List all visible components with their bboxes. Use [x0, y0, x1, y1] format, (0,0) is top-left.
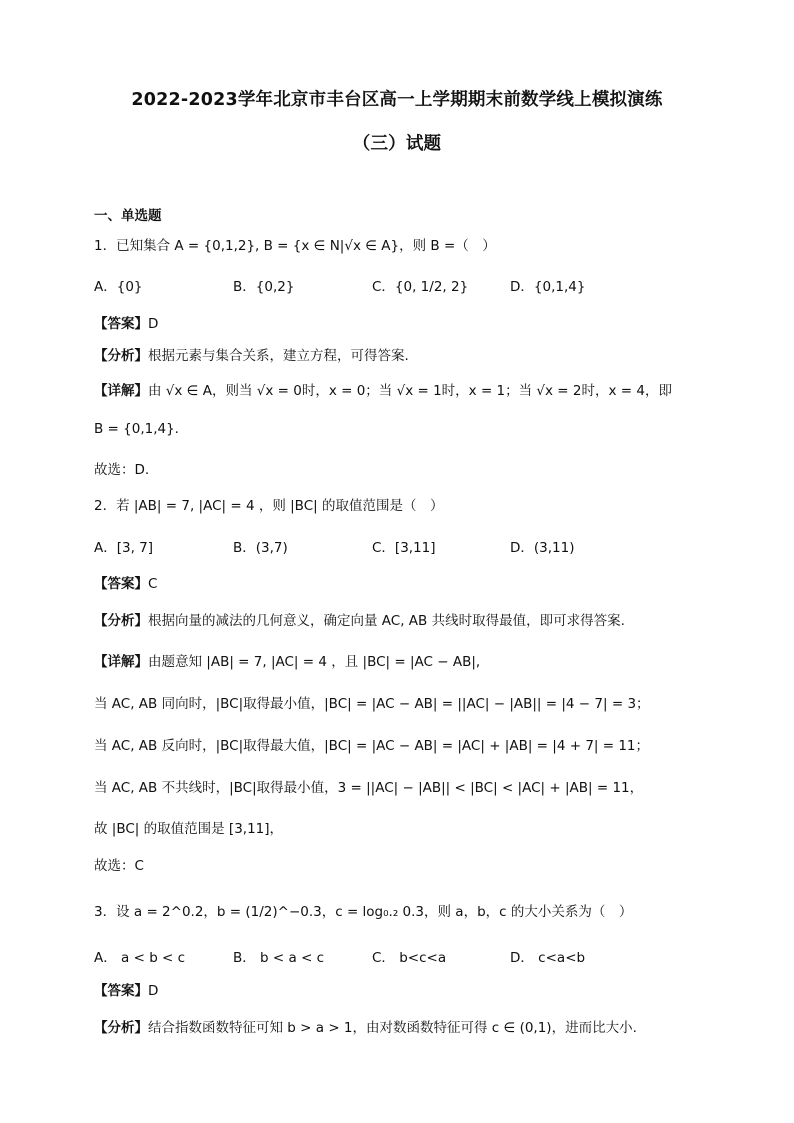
q2-detail-line5: 故 |BC| 的取值范围是 [3,11]， — [94, 821, 284, 837]
q3-option-a: A． a < b < c — [94, 950, 186, 966]
answer-tag: 【答案】 — [94, 576, 148, 592]
detail-text: 由 √x ∈ A，则当 √x = 0时，x = 0；当 √x = 1时，x = 1；当 √x = 2时，x = 4，即 — [148, 383, 672, 399]
q3-answer — [94, 979, 158, 999]
document-title-line1: 2022-2023学年北京市丰台区高一上学期期末前数学线上模拟演练 — [131, 90, 663, 110]
q3-analysis — [94, 1016, 637, 1036]
q1-option-b: B．{0,2} — [233, 279, 295, 295]
answer-value: C — [148, 576, 158, 592]
q2-detail-line3: 当 AC, AB 反向时，|BC|取得最大值，|BC| = |AC − AB| = |AC| + |AB| = |4 + 7| = 11； — [94, 738, 650, 754]
q2-answer — [94, 572, 157, 592]
q1-detail-line2: B = {0,1,4}. — [94, 421, 179, 437]
q2-option-b: B．(3,7) — [233, 540, 288, 556]
q2-option-a: A．[3, 7] — [94, 540, 154, 556]
analysis-tag: 【分析】 — [94, 1020, 148, 1036]
question-2-stem: 2．若 |AB| = 7, |AC| = 4 ，则 |BC| 的取值范围是（ ） — [94, 498, 444, 514]
q2-detail-line2: 当 AC, AB 同向时，|BC|取得最小值，|BC| = |AC − AB| = ||AC| − |AB|| = |4 − 7| = 3； — [94, 696, 650, 712]
q1-choose: 故选：D. — [94, 462, 150, 478]
detail-tag: 【详解】 — [94, 654, 148, 670]
q1-option-a: A．{0} — [94, 279, 143, 295]
q1-detail-line1 — [94, 379, 672, 399]
q1-analysis — [94, 344, 409, 364]
analysis-text: 根据元素与集合关系，建立方程，可得答案. — [148, 348, 409, 364]
q2-detail-line4: 当 AC, AB 不共线时，|BC|取得最小值，3 = ||AC| − |AB|| < |BC| < |AC| + |AB| = 11， — [94, 780, 644, 796]
analysis-text: 根据向量的减法的几何意义，确定向量 AC, AB 共线时取得最值，即可求得答案. — [148, 613, 625, 629]
q2-detail-line1 — [94, 650, 480, 670]
analysis-text: 结合指数函数特征可知 b > a > 1，由对数函数特征可得 c ∈ (0,1)，进而比大小. — [148, 1020, 637, 1036]
answer-tag: 【答案】 — [94, 316, 148, 332]
q3-option-d: D． c<a<b — [510, 950, 586, 966]
q2-choose: 故选：C — [94, 858, 144, 874]
analysis-tag: 【分析】 — [94, 348, 148, 364]
detail-tag: 【详解】 — [94, 383, 148, 399]
q1-answer — [94, 312, 158, 332]
q1-option-d: D．{0,1,4} — [510, 279, 586, 295]
analysis-tag: 【分析】 — [94, 613, 148, 629]
q3-option-c: C． b<c<a — [372, 950, 447, 966]
q3-option-b: B． b < a < c — [233, 950, 325, 966]
document-title-line2: （三）试题 — [352, 134, 442, 154]
q2-analysis — [94, 609, 625, 629]
detail-text: 由题意知 |AB| = 7, |AC| = 4 ，且 |BC| = |AC − AB|, — [148, 654, 481, 670]
answer-value: D — [148, 983, 159, 999]
question-1-stem: 1．已知集合 A = {0,1,2}, B = {x ∈ N|√x ∈ A}，则 B =（ ） — [94, 238, 496, 254]
answer-value: D — [148, 316, 159, 332]
question-3-stem: 3．设 a = 2^0.2，b = (1/2)^−0.3，c = log₀.₂ 0.3，则 a，b，c 的大小关系为（ ） — [94, 904, 633, 920]
q2-option-d: D．(3,11) — [510, 540, 575, 556]
answer-tag: 【答案】 — [94, 983, 148, 999]
q2-option-c: C．[3,11] — [372, 540, 436, 556]
section-heading: 一、单选题 — [94, 208, 162, 224]
q1-option-c: C．{0, 1/2, 2} — [372, 279, 469, 295]
